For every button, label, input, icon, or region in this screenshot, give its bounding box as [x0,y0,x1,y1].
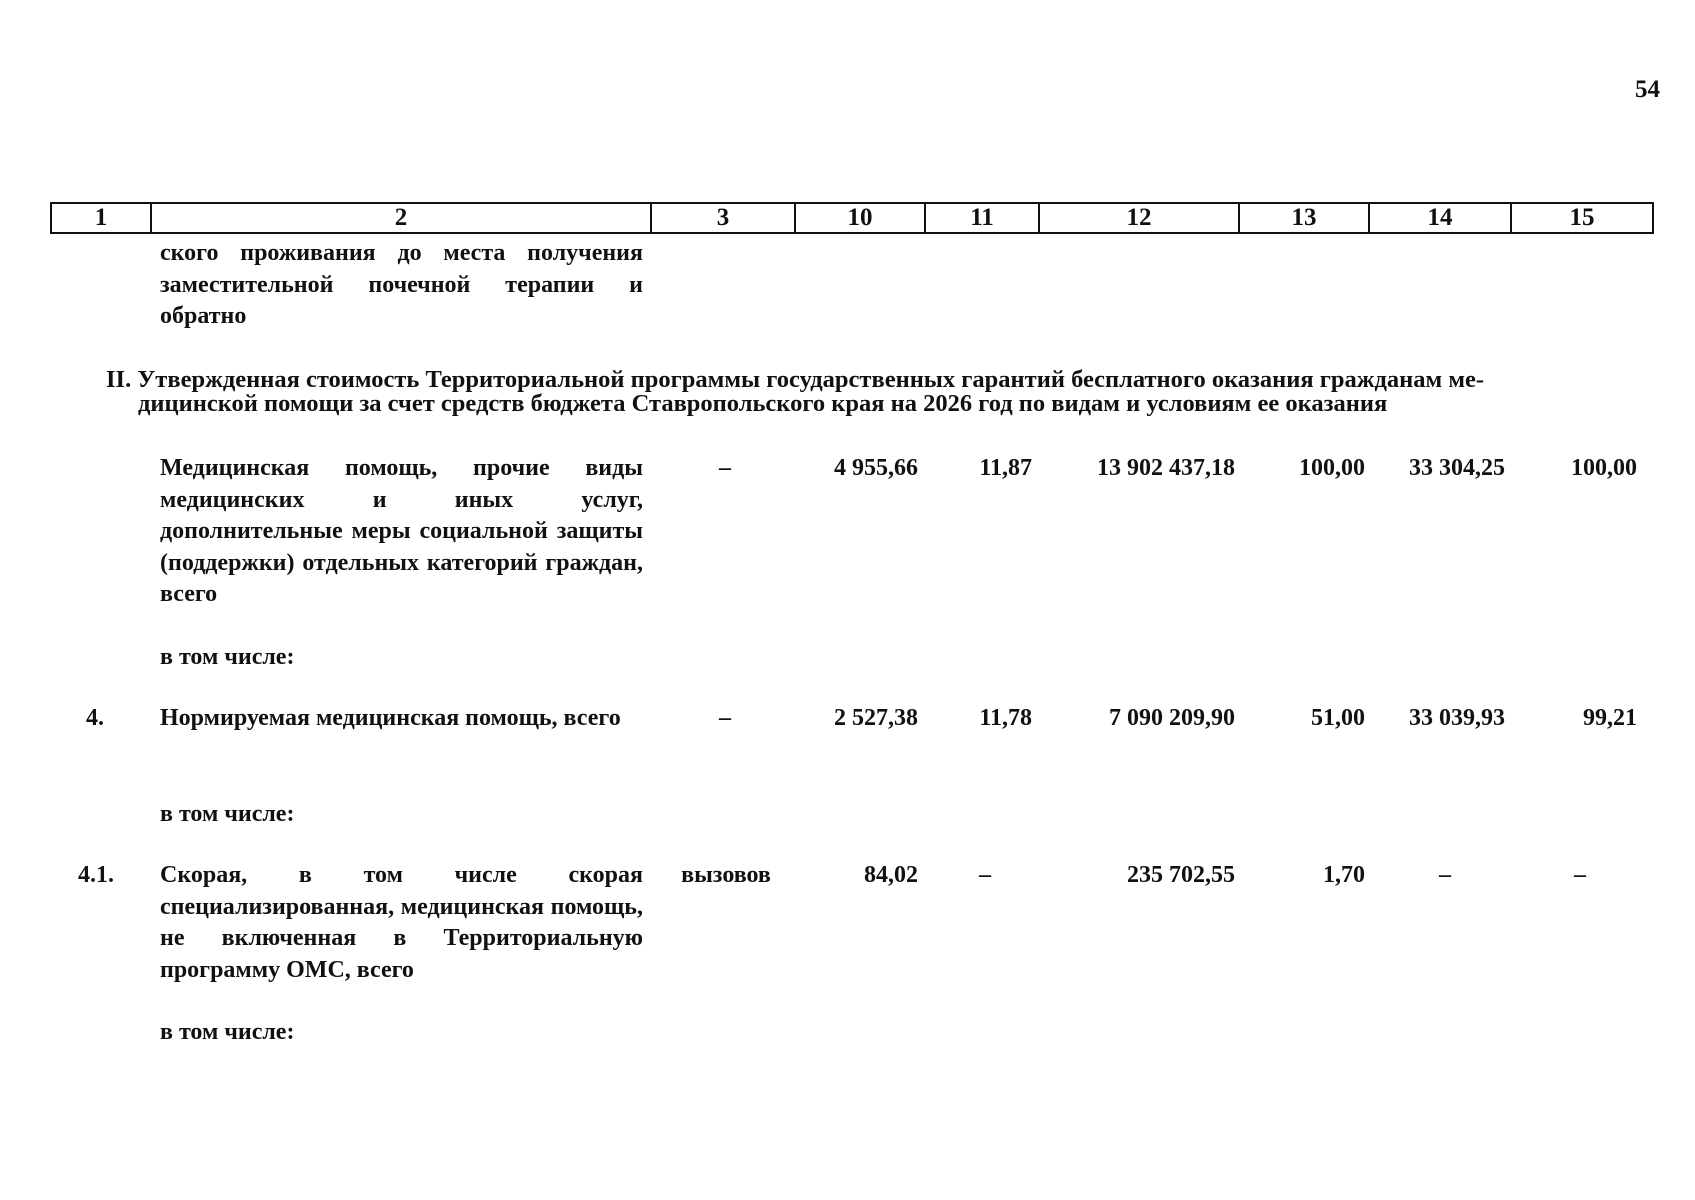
col-header-10: 10 [795,203,925,233]
column-header-row [50,202,1654,234]
row-number: 4.1. [78,862,114,888]
row-col-14: 33 039,93 [1409,705,1505,731]
carryover-text: ского проживания до места получения заместительной почечной терапии и обратно [160,240,643,329]
col-header-11: 11 [925,203,1039,233]
row-col-15: 99,21 [1583,705,1637,731]
col-header-1: 1 [51,203,151,233]
including-label: в том числе: [160,801,295,827]
row-col-10: 84,02 [864,862,918,888]
row-name: Нормируемая медицинская помощь, всего [160,705,621,731]
col-header-15: 15 [1511,203,1653,233]
col-header-14: 14 [1369,203,1511,233]
row-unit: – [719,455,731,481]
row-col-10: 4 955,66 [834,455,918,481]
section-heading-line-2: дицинской помощи за счет средств бюджета Ставропольского края на 2026 год по видам и условиям ее оказания [138,390,1388,417]
row-col-14: – [1439,862,1451,888]
row-col-12: 7 090 209,90 [1109,705,1235,731]
col-header-13: 13 [1239,203,1369,233]
row-col-11: – [979,862,991,888]
row-name: Медицинская помощь, прочие виды медицинских и иных услуг, дополнительные меры социальной защиты (поддержки) отдельных категорий граждан, всего [160,455,643,607]
col-header-2: 2 [151,203,651,233]
row-col-12: 235 702,55 [1127,862,1235,888]
col-header-3: 3 [651,203,795,233]
row-col-15: 100,00 [1571,455,1637,481]
including-label: в том числе: [160,1019,295,1045]
row-unit: – [719,705,731,731]
section-heading-line-1: II. Утвержденная стоимость Территориальной программы государственных гарантий бесплатного оказания гражданам ме- [106,366,1485,393]
row-name: Скорая, в том числе скорая специализированная, медицинская помощь, не включенная в Территориальную программу ОМС, всего [160,862,643,983]
section-heading [104,368,1644,416]
page-number: 54 [1635,76,1660,103]
row-col-11: 11,87 [979,455,1032,481]
row-col-12: 13 902 437,18 [1097,455,1235,481]
row-col-15: – [1574,862,1586,888]
including-label: в том числе: [160,644,295,670]
col-header-12: 12 [1039,203,1239,233]
row-number: 4. [86,705,104,731]
row-col-10: 2 527,38 [834,705,918,731]
row-col-13: 1,70 [1323,862,1365,888]
row-col-13: 51,00 [1311,705,1365,731]
row-col-13: 100,00 [1299,455,1365,481]
row-unit: вызовов [681,862,771,888]
row-col-14: 33 304,25 [1409,455,1505,481]
row-col-11: 11,78 [979,705,1032,731]
